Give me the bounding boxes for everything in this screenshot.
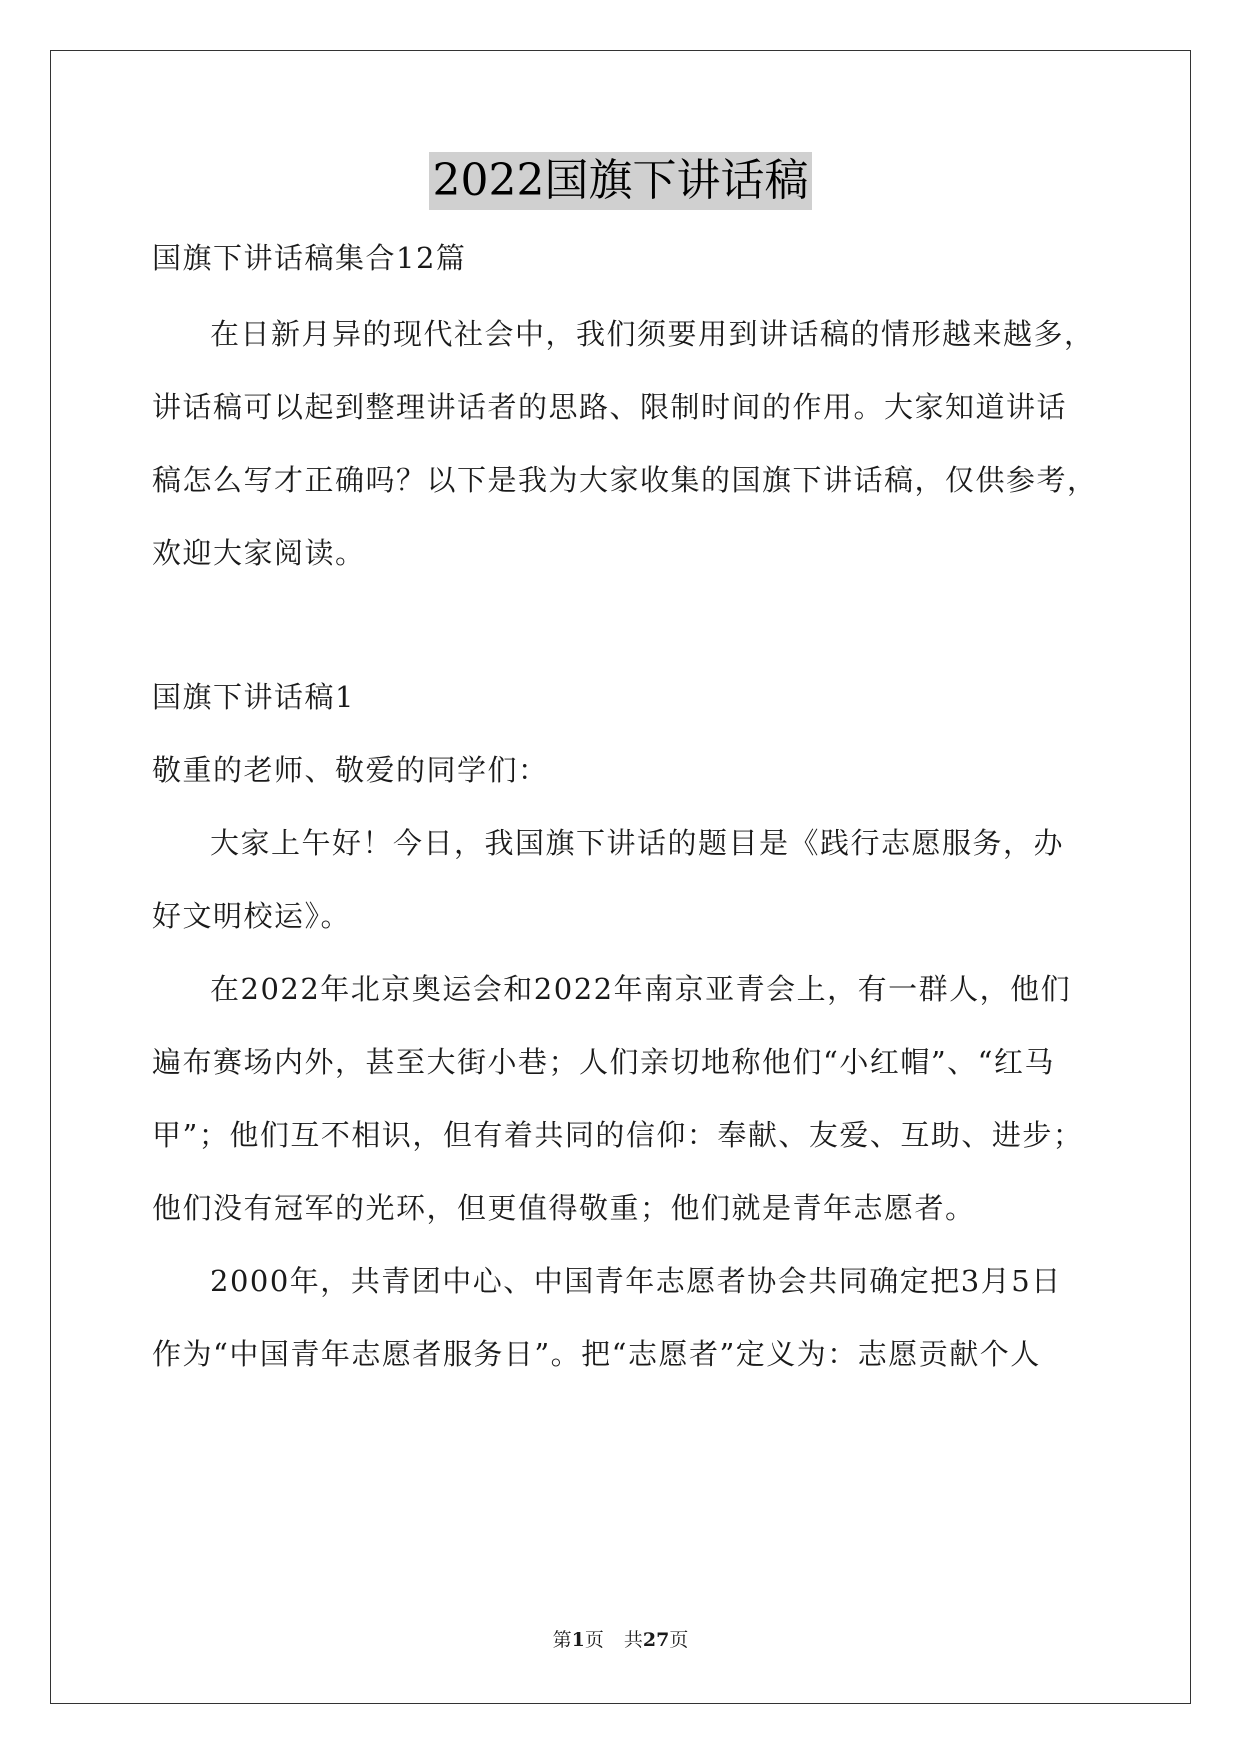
salutation: 敬重的老师、敬爱的同学们： [152, 753, 549, 787]
page-border [50, 50, 1191, 1704]
paragraph-2-line-3: 甲”；他们互不相识，但有着共同的信仰：奉献、友爱、互助、进步； [152, 1118, 1084, 1152]
paragraph-3-line-2: 作为“中国青年志愿者服务日”。把“志愿者”定义为：志愿贡献个人 [152, 1337, 1041, 1371]
paragraph-1-line-2: 好文明校运》。 [152, 899, 352, 933]
total-prefix: 共 [623, 1629, 643, 1651]
intro-line-3: 稿怎么写才正确吗？以下是我为大家收集的国旗下讲话稿，仅供参考， [152, 463, 1098, 497]
paragraph-3-line-1: 2000年，共青团中心、中国青年志愿者协会共同确定把3月5日 [210, 1264, 1062, 1298]
intro-line-1: 在日新月异的现代社会中，我们须要用到讲话稿的情形越来越多， [210, 317, 1095, 351]
total-pages: 27 [642, 1629, 670, 1651]
page-prefix: 第 [552, 1629, 572, 1651]
page-suffix: 页 [584, 1629, 604, 1651]
paragraph-2-line-2: 遍布赛场内外，甚至大街小巷；人们亲切地称他们“小红帽”、“红马 [152, 1045, 1055, 1079]
total-suffix: 页 [669, 1629, 689, 1651]
intro-line-4: 欢迎大家阅读。 [152, 536, 366, 570]
paragraph-1-line-1: 大家上午好！今日，我国旗下讲话的题目是《践行志愿服务，办 [210, 826, 1065, 860]
document-title: 2022国旗下讲话稿 [429, 152, 813, 210]
intro-line-2: 讲话稿可以起到整理讲话者的思路、限制时间的作用。大家知道讲话 [152, 390, 1068, 424]
collection-subtitle: 国旗下讲话稿集合12篇 [152, 241, 467, 275]
paragraph-2-line-1: 在2022年北京奥运会和2022年南京亚青会上，有一群人，他们 [210, 972, 1072, 1006]
paragraph-2-line-4: 他们没有冠军的光环，但更值得敬重；他们就是青年志愿者。 [152, 1191, 976, 1225]
title-container [0, 152, 1241, 210]
page-footer [0, 1627, 1241, 1653]
section-heading: 国旗下讲话稿1 [152, 680, 355, 714]
page-number: 1 [571, 1629, 585, 1651]
